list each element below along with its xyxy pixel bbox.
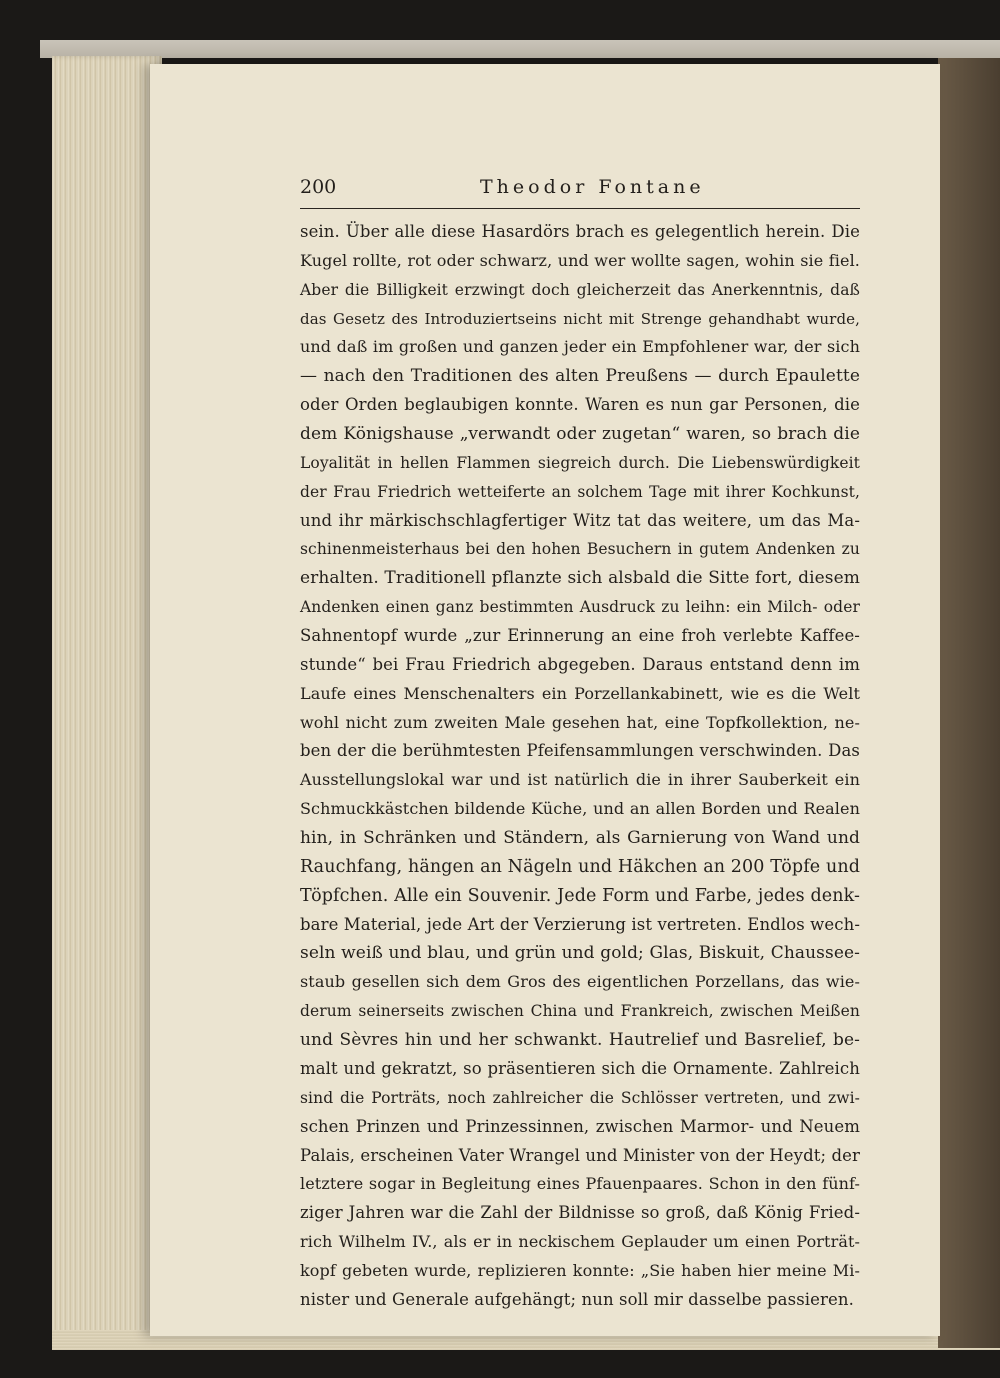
- text-line: hin, in Schränken und Ständern, als Garnierung von Wand und: [300, 828, 860, 849]
- page-number: 200: [300, 176, 337, 198]
- book-cover-top: [40, 40, 1000, 58]
- book-gutter: [938, 58, 1000, 1348]
- text-line: kopf gebeten wurde, replizieren konnte: „Sie haben hier meine Mi-: [300, 1260, 860, 1280]
- text-line: ziger Jahren war die Zahl der Bildnisse so groß, daß König Fried-: [300, 1203, 860, 1223]
- text-line: Schmuckkästchen bildende Küche, und an allen Borden und Realen: [300, 799, 860, 819]
- text-line: derum seinerseits zwischen China und Frankreich, zwischen Meißen: [300, 1002, 860, 1021]
- text-line: letztere sogar in Begleitung eines Pfauenpaares. Schon in den fünf-: [300, 1174, 860, 1194]
- text-line: das Gesetz des Introduziertseins nicht mit Strenge gehandhabt wurde,: [300, 309, 860, 328]
- text-line: schen Prinzen und Prinzessinnen, zwischen Marmor- und Neuem: [300, 1116, 860, 1136]
- text-line: der Frau Friedrich wetteiferte an solchem Tage mit ihrer Kochkunst,: [300, 482, 860, 501]
- text-line: staub gesellen sich dem Gros des eigentlichen Porzellans, das wie-: [300, 972, 860, 992]
- page-edges: [52, 56, 162, 1346]
- text-line: sind die Porträts, noch zahlreicher die Schlösser vertreten, und zwi-: [300, 1088, 860, 1107]
- text-line: — nach den Traditionen des alten Preußens — durch Epaulette: [300, 366, 860, 387]
- body-text: [300, 218, 860, 1315]
- text-line: sein. Über alle diese Hasardörs brach es gelegentlich herein. Die: [300, 222, 860, 241]
- text-line: rich Wilhelm IV., als er in neckischem Geplauder um einen Porträt-: [300, 1232, 860, 1252]
- text-line: Rauchfang, hängen an Nägeln und Häkchen an 200 Töpfe und: [300, 856, 860, 877]
- text-line: malt und gekratzt, so präsentieren sich die Ornamente. Zahlreich: [300, 1058, 860, 1078]
- text-line: ben der die berühmtesten Pfeifensammlungen verschwinden. Das: [300, 741, 860, 761]
- text-line: seln weiß und blau, und grün und gold; Glas, Biskuit, Chaussee-: [300, 943, 860, 964]
- text-line: und Sèvres hin und her schwankt. Hautrelief und Basrelief, be-: [300, 1030, 860, 1051]
- running-head: Theodor Fontane: [480, 176, 705, 198]
- text-line: Andenken einen ganz bestimmten Ausdruck zu leihn: ein Milch- oder: [300, 598, 860, 617]
- text-line: Töpfchen. Alle ein Souvenir. Jede Form und Farbe, jedes denk-: [300, 885, 860, 906]
- text-line: erhalten. Traditionell pflanzte sich alsbald die Sitte fort, diesem: [300, 568, 860, 589]
- text-line: schinenmeisterhaus bei den hohen Besuchern in gutem Andenken zu: [300, 540, 860, 559]
- text-line: bare Material, jede Art der Verzierung ist vertreten. Endlos wech-: [300, 914, 860, 934]
- text-line: und ihr märkischschlagfertiger Witz tat das weitere, um das Ma-: [300, 510, 860, 530]
- text-line: Aber die Billigkeit erzwingt doch gleicherzeit das Anerkenntnis, daß: [300, 280, 860, 299]
- text-line: dem Königshause „verwandt oder zugetan“ waren, so brach die: [300, 424, 860, 445]
- text-line: Kugel rollte, rot oder schwarz, und wer wollte sagen, wohin sie fiel.: [300, 250, 860, 270]
- text-line: oder Orden beglaubigen konnte. Waren es nun gar Personen, die: [300, 395, 860, 415]
- text-line: Sahnentopf wurde „zur Erinnerung an eine froh verlebte Kaffee-: [300, 626, 860, 646]
- page-header: [300, 176, 860, 209]
- text-line: stunde“ bei Frau Friedrich abgegeben. Daraus entstand denn im: [300, 654, 860, 674]
- text-line: Ausstellungslokal war und ist natürlich die in ihrer Sauberkeit ein: [300, 770, 860, 790]
- text-line: nister und Generale aufgehängt; nun soll mir dasselbe passieren.: [300, 1289, 854, 1309]
- text-line: Loyalität in hellen Flammen siegreich durch. Die Liebenswürdigkeit: [300, 453, 860, 472]
- text-line: wohl nicht zum zweiten Male gesehen hat, eine Topfkollektion, ne-: [300, 712, 860, 732]
- text-line: und daß im großen und ganzen jeder ein Empfohlener war, der sich: [300, 337, 860, 357]
- text-line: Palais, erscheinen Vater Wrangel und Minister von der Heydt; der: [300, 1145, 860, 1165]
- text-line: Laufe eines Menschenalters ein Porzellankabinett, wie es die Welt: [300, 683, 860, 703]
